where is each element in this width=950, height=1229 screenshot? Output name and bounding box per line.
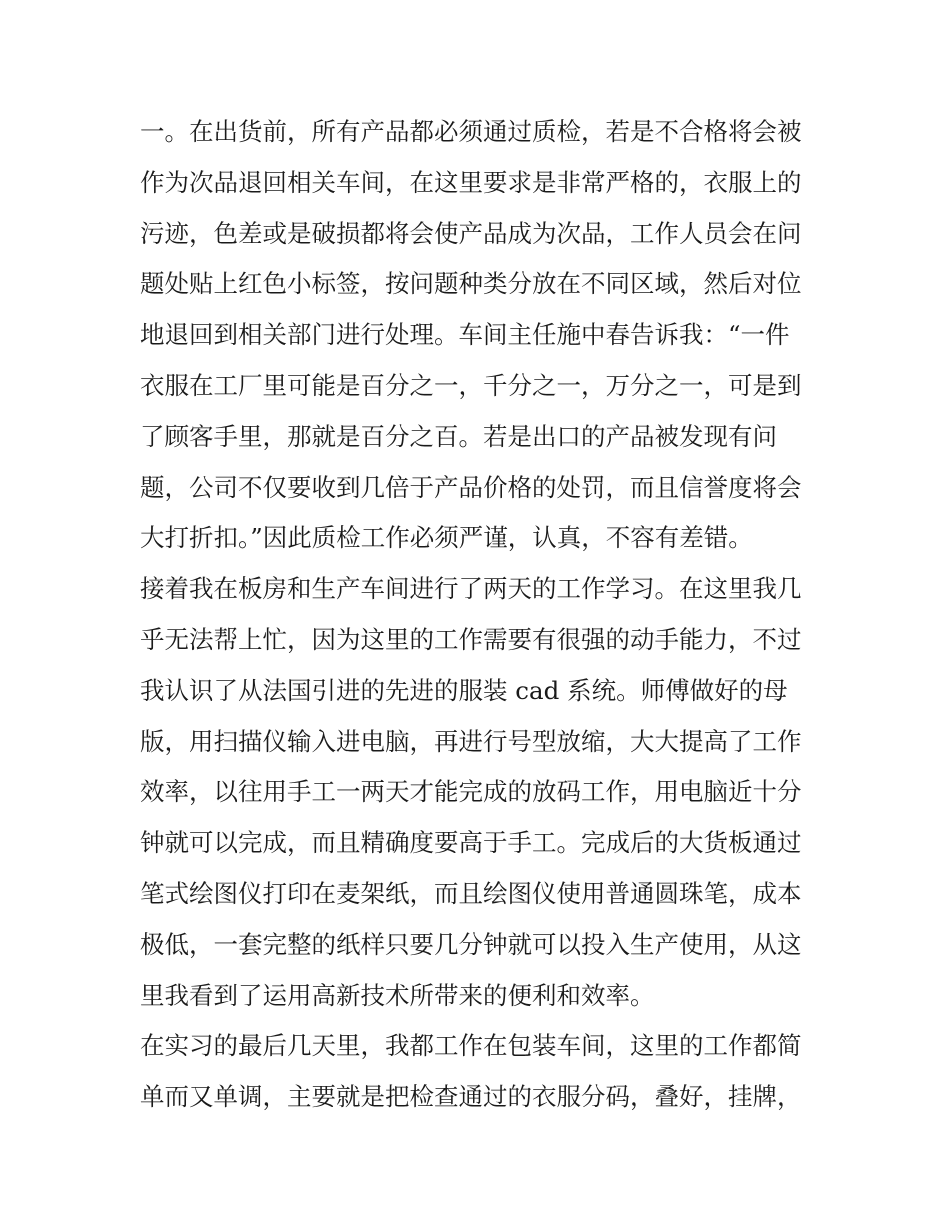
- text-line: 版，用扫描仪输入进电脑，再进行号型放缩，大大提高了工作: [140, 726, 802, 756]
- text-line: 作为次品退回相关车间，在这里要求是非常严格的，衣服上的: [140, 167, 802, 197]
- text-line: 衣服在工厂里可能是百分之一，千分之一，万分之一，可是到: [140, 370, 802, 400]
- text-line: 污迹，色差或是破损都将会使产品成为次品，工作人员会在问: [140, 218, 802, 248]
- text-line: 我认识了从法国引进的先进的服装 cad 系统。师傅做好的母: [140, 675, 788, 705]
- text-line: 接着我在板房和生产车间进行了两天的工作学习。在这里我几: [140, 574, 802, 604]
- document-body: [140, 107, 820, 1123]
- text-line: 题处贴上红色小标签，按问题种类分放在不同区域，然后对位: [140, 269, 802, 299]
- text-line: 笔式绘图仪打印在麦架纸，而且绘图仪使用普通圆珠笔，成本: [140, 878, 802, 908]
- text-line: 里我看到了运用高新技术所带来的便利和效率。: [140, 980, 655, 1010]
- text-line: 单而又单调，主要就是把检查通过的衣服分码，叠好，挂牌，: [140, 1082, 802, 1112]
- text-line: 在实习的最后几天里，我都工作在包装车间，这里的工作都简: [140, 1031, 802, 1061]
- text-line: 一。在出货前，所有产品都必须通过质检，若是不合格将会被: [140, 117, 802, 146]
- text-line: 大打折扣。”因此质检工作必须严谨，认真，不容有差错。: [140, 523, 753, 553]
- text-line: 题，公司不仅要收到几倍于产品价格的处罚，而且信誉度将会: [140, 472, 802, 502]
- text-line: 乎无法帮上忙，因为这里的工作需要有很强的动手能力，不过: [140, 624, 802, 654]
- text-line: 了顾客手里，那就是百分之百。若是出口的产品被发现有问: [140, 421, 777, 451]
- text-line: 极低，一套完整的纸样只要几分钟就可以投入生产使用，从这: [140, 929, 802, 959]
- text-line: 效率，以往用手工一两天才能完成的放码工作，用电脑近十分: [140, 777, 802, 807]
- text-line: 钟就可以完成，而且精确度要高于手工。完成后的大货板通过: [140, 828, 802, 858]
- text-line: 地退回到相关部门进行处理。车间主任施中春告诉我：“一件: [140, 320, 790, 350]
